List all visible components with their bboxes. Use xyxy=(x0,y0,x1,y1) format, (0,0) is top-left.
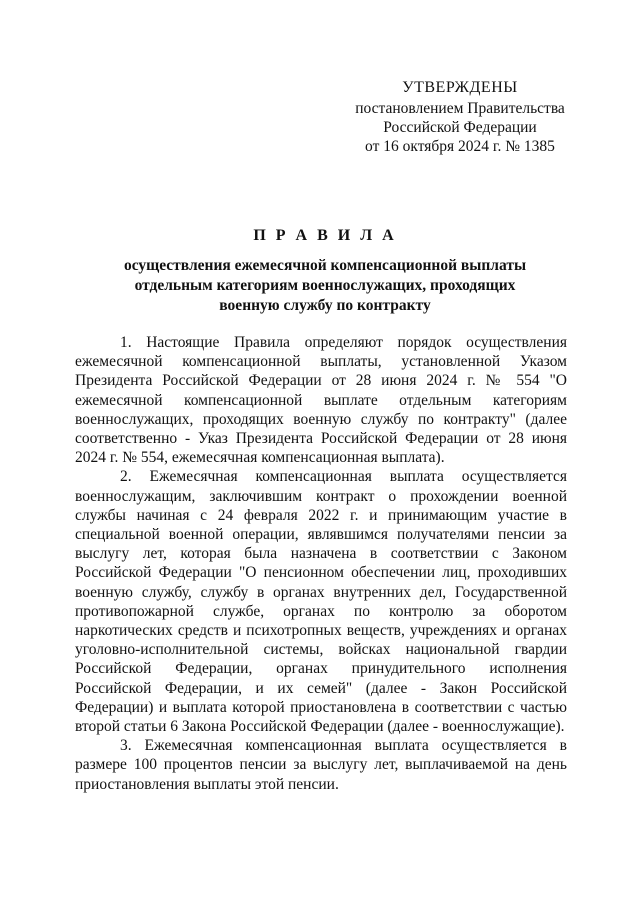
document-title-block xyxy=(70,226,580,316)
document-subtitle-line-1: осуществления ежемесячной компенсационной выплаты xyxy=(123,257,527,274)
approval-heading: УТВЕРЖДЕНЫ xyxy=(402,79,518,96)
document-subtitle-line-3: военную службу по контракту xyxy=(219,297,431,314)
document-subtitle-line-2: отдельным категориям военнослужащих, проходящих xyxy=(134,277,516,294)
approval-line-2: Российской Федерации xyxy=(383,119,537,136)
document-title: П Р А В И Л А xyxy=(253,227,397,244)
paragraph-3: 3. Ежемесячная компенсационная выплата осуществляется в размере 100 процентов пенсии за выслугу лет, выплачиваемой на день приостановления выплаты этой пенсии. xyxy=(75,737,567,793)
paragraph-1: 1. Настоящие Правила определяют порядок осуществления ежемесячной компенсационной выплаты, установленной Указом Президента Российской Федерации от 28 июня 2024 г. № 554 "О ежемесячной компенсационной выплате отдельным категориям военнослужащих, проходящих военную службу по контракту" (далее соответственно - Указ Президента Российской Федерации от 28 июня 2024 г. № 554, ежемесячная компенсационная выплата). xyxy=(75,334,567,467)
approval-line-1: постановлением Правительства xyxy=(355,100,565,117)
document-body xyxy=(75,333,567,794)
approval-stamp-block xyxy=(350,78,570,156)
paragraph-2: 2. Ежемесячная компенсационная выплата осуществляется военнослужащим, заключившим контракт о прохождении военной службы начиная с 24 февраля 2022 г. и принимающим участие в специальной военной операции, являвшимся получателями пенсии за выслугу лет, которая была назначена в соответствии с Законом Российской Федерации "О пенсионном обеспечении лиц, проходивших военную службу, службу в органах внутренних дел, Государственной противопожарной службе, органах по контролю за оборотом наркотических средств и психотропных веществ, учреждениях и органах уголовно-исполнительной системы, войсках национальной гвардии Российской Федерации, органах принудительного исполнения Российской Федерации, и их семей" (далее - Закон Российской Федерации) и выплата которой приостановлена в соответствии с частью второй статьи 6 Закона Российской Федерации (далее - военнослужащие). xyxy=(75,468,567,736)
approval-line-3: от 16 октября 2024 г. № 1385 xyxy=(365,138,555,155)
